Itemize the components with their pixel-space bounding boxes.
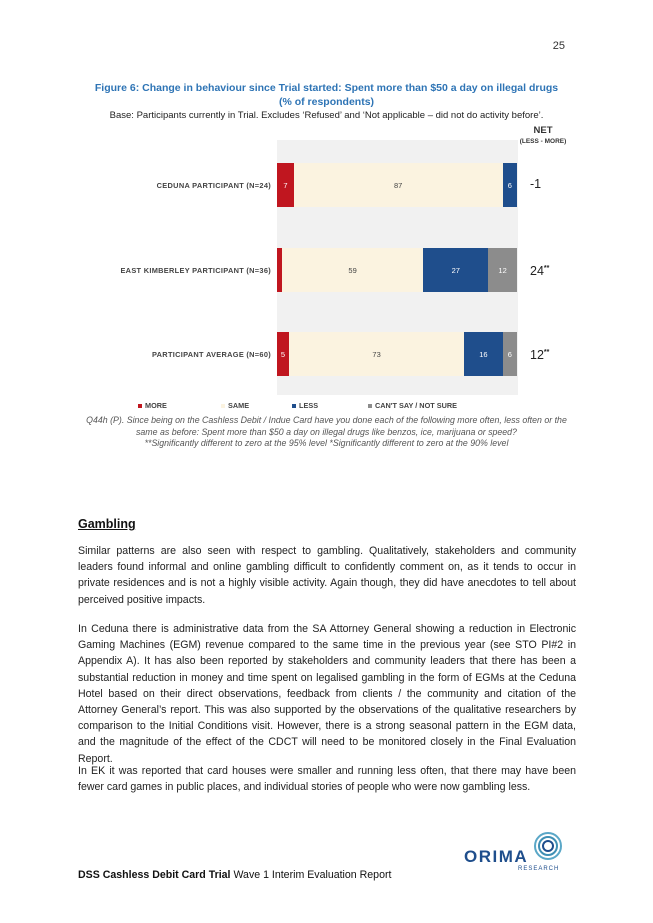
- stacked-bar: [277, 332, 517, 376]
- net-header: NET: [533, 125, 553, 136]
- legend-swatch-cant-say: [368, 404, 372, 408]
- orima-logo: [462, 829, 572, 877]
- chart-row-label: EAST KIMBERLEY PARTICIPANT (N=36): [120, 266, 271, 275]
- legend-swatch-less: [292, 404, 296, 408]
- data-label: 5: [280, 349, 286, 359]
- page-number: 25: [552, 40, 565, 52]
- legend-item-same: SAME: [221, 401, 292, 410]
- bar-segment-cant-say: [488, 248, 517, 292]
- notes-line: Q44h (P). Since being on the Cashless Debit / Indue Card have you done each of the following more often, less often or the: [86, 415, 567, 425]
- bar-segment-less: [423, 248, 488, 292]
- data-label: 73: [372, 349, 381, 359]
- figure-notes: [60, 415, 593, 450]
- figure-subtitle: (% of respondents): [278, 96, 375, 108]
- net-value: 12**: [530, 348, 550, 362]
- logo-tagline: RESEARCH: [518, 866, 560, 872]
- stacked-bar: [277, 248, 517, 292]
- data-label: 6: [507, 180, 512, 190]
- figure-title: Figure 6: Change in behaviour since Trial started: Spent more than $50 a day on illegal drugs: [94, 82, 559, 94]
- page-footer: DSS Cashless Debit Card Trial Wave 1 Interim Evaluation Report: [78, 869, 392, 881]
- stacked-bar: [277, 163, 517, 207]
- paragraph: Similar patterns are also seen with respect to gambling. Qualitatively, stakeholders and community leaders found informal and online gambling difficult to confidently comment on, as it tends to occur in private residences and is not a highly visible activity. Again though, they did have anecdotes to tell about perceived positive impacts.: [78, 545, 576, 606]
- data-label: 6: [507, 349, 512, 359]
- chart-row-label: CEDUNA PARTICIPANT (N=24): [156, 181, 271, 190]
- bar-segment-cant-say: [503, 332, 517, 376]
- net-subheader: (LESS - MORE): [519, 138, 567, 145]
- bar-segment-less: [464, 332, 502, 376]
- legend-item-more: MORE: [138, 401, 221, 410]
- legend-swatch-more: [138, 404, 142, 408]
- legend-item-cant-say: CAN'T SAY / NOT SURE: [368, 401, 457, 410]
- data-label: 16: [479, 349, 488, 359]
- notes-line: **Significantly different to zero at the 95% level *Significantly different to zero at the 90% level: [144, 438, 509, 448]
- section-heading: Gambling: [78, 517, 136, 531]
- chart-legend: [138, 401, 457, 410]
- bar-segment-same: [282, 248, 424, 292]
- chart-row-label: PARTICIPANT AVERAGE (N=60): [151, 350, 271, 359]
- paragraph: In Ceduna there is administrative data from the SA Attorney General showing a reduction in Electronic Gaming Machines (EGM) revenue compared to the same time in the previous year (see STO PI#2 in Appendix A). It has also been reported by stakeholders and community leaders that there has been a substantial reduction in money and time spent on legalised gambling in the form of EGMs at the Ceduna Hotel based on their direct observations, feedback from clients / the community and citation of the Attorney General’s report. This was also supported by the observations of the qualitative researchers by comparison to the Initial Conditions visit. However, there is a strong seasonal pattern in the EGM data, and the magnitude of the effect of the CDCT will need to be monitored closely in the Final Evaluation Report.: [78, 623, 576, 765]
- bar-segment-same: [289, 332, 464, 376]
- bar-segment-more: [277, 332, 289, 376]
- bar-segment-less: [503, 163, 517, 207]
- data-label: 7: [283, 180, 288, 190]
- legend-swatch-same: [221, 404, 225, 408]
- bar-segment-same: [294, 163, 503, 207]
- data-label: 12: [498, 265, 507, 275]
- logo-name: ORIMA: [464, 847, 529, 866]
- notes-line: same as before: Spent more than $50 a day on illegal drugs like benzos, ice, marijuana or speed?: [136, 426, 517, 437]
- legend-item-less: LESS: [292, 401, 368, 410]
- data-label: 87: [394, 180, 403, 190]
- bar-segment-more: [277, 163, 294, 207]
- figure-base-note: Base: Participants currently in Trial. Excludes ‘Refused’ and ‘Not applicable – did not do activity before’.: [109, 110, 544, 121]
- paragraph: In EK it was reported that card houses were smaller and running less often, that there may have been fewer card games in public places, and individual stories of people who were now gambling less.: [78, 765, 576, 794]
- net-value: -1: [530, 177, 542, 191]
- net-value: 24**: [530, 264, 550, 278]
- data-label: 59: [348, 265, 357, 275]
- data-label: 27: [451, 265, 460, 275]
